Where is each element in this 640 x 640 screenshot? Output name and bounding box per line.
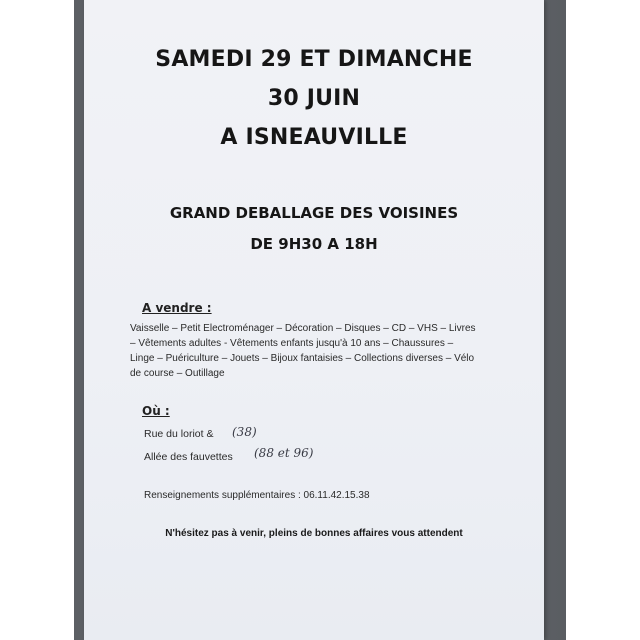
address-numbers-2: (88 et 96) [254, 446, 314, 460]
sale-line-2: – Vêtements adultes - Vêtements enfants jusqu'à 10 ans – Chaussures – [130, 338, 454, 349]
closing-message: N'hésitez pas à venir, pleins de bonnes affaires vous attendent [165, 528, 463, 539]
poster-sheet [84, 0, 544, 640]
address-street-1: Rue du loriot & [144, 428, 214, 440]
event-hours: DE 9H30 A 18H [250, 235, 378, 253]
where-heading: Où : [142, 404, 170, 418]
event-name: GRAND DEBALLAGE DES VOISINES [169, 204, 459, 222]
address-numbers-1: (38) [232, 425, 257, 439]
sale-line-3: Linge – Puériculture – Jouets – Bijoux fantaisies – Collections diverses – Vélo [130, 353, 475, 364]
contact-info: Renseignements supplémentaires : 06.11.42.15.38 [144, 490, 370, 501]
headline-line-3: A ISNEAUVILLE [220, 125, 408, 150]
headline-line-2: 30 JUIN [267, 86, 361, 111]
sale-line-4: de course – Outillage [130, 368, 225, 379]
sale-heading: A vendre : [142, 301, 212, 315]
headline-line-1: SAMEDI 29 ET DIMANCHE [155, 47, 473, 72]
address-street-2: Allée des fauvettes [144, 451, 233, 463]
sale-line-1: Vaisselle – Petit Electroménager – Décoration – Disques – CD – VHS – Livres [130, 323, 476, 334]
